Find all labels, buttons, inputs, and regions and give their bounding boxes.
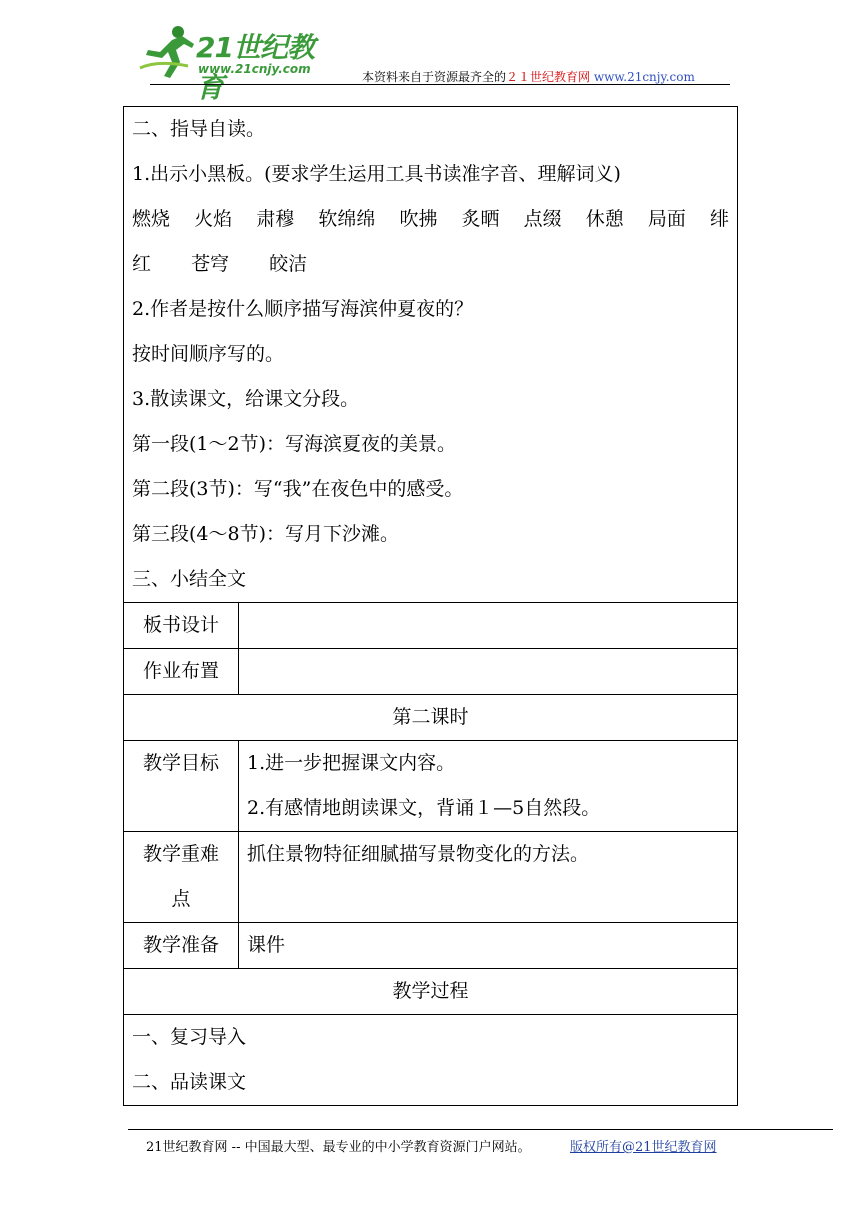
logo-url: www.21cnjy.com	[198, 62, 311, 76]
process-step: 二、品读课文	[132, 1071, 247, 1093]
homework-row	[124, 649, 738, 695]
header-note	[362, 68, 695, 85]
header-note-site: ２１世纪教育网	[506, 70, 591, 84]
homework-label: 作业布置	[124, 649, 239, 695]
homework-value	[239, 649, 738, 695]
lesson-plan-table	[123, 106, 738, 1106]
board-design-value	[239, 603, 738, 649]
board-design-label: 板书设计	[124, 603, 239, 649]
lesson2-title: 第二课时	[124, 695, 738, 741]
guide-answer-2: 按时间顺序写的。	[132, 343, 285, 365]
goals-label: 教学目标	[124, 741, 239, 832]
header-note-url[interactable]: www.21cnjy.com	[593, 70, 695, 84]
page-footer	[146, 1136, 717, 1155]
vocab-word: 炙晒	[461, 208, 500, 230]
vocab-word: 皎洁	[269, 253, 308, 275]
process-row	[124, 1015, 738, 1106]
goal-item: 2.有感情地朗读课文，背诵１—5自然段。	[247, 797, 601, 819]
preparation-row	[124, 923, 738, 969]
difficulty-value: 抓住景物特征细腻描写景物变化的方法。	[239, 832, 738, 923]
vocab-word: 绯	[709, 208, 729, 230]
footer-text: 21世纪教育网 -- 中国最大型、最专业的中小学教育资源门户网站。	[146, 1140, 531, 1155]
guide-cell	[124, 107, 738, 603]
paragraph-2: 第二段(3节)：写“我”在夜色中的感受。	[132, 478, 464, 500]
guide-row	[124, 107, 738, 603]
vocab-word: 吹拂	[399, 208, 438, 230]
lesson2-title-row	[124, 695, 738, 741]
copyright-link[interactable]: 版权所有@21世纪教育网	[570, 1140, 717, 1155]
preparation-label: 教学准备	[124, 923, 239, 969]
process-title-row	[124, 969, 738, 1015]
guide-step-3: 3.散读课文，给课文分段。	[132, 388, 360, 410]
header-note-prefix: 本资料来自于资源最齐全的	[362, 70, 507, 84]
guide-step-2: 2.作者是按什么顺序描写海滨仲夏夜的？	[132, 298, 474, 320]
vocab-word: 软绵绵	[318, 208, 376, 230]
vocab-word: 局面	[647, 208, 686, 230]
vocab-word: 苍穹	[191, 253, 230, 275]
runner-logo-icon	[138, 22, 198, 82]
vocabulary-row-1	[124, 197, 737, 242]
vocab-word: 肃穆	[256, 208, 295, 230]
board-design-row	[124, 603, 738, 649]
vocab-word: 点缀	[523, 208, 562, 230]
difficulty-row	[124, 832, 738, 923]
footer-divider	[128, 1129, 833, 1130]
guide-heading: 二、指导自读。	[132, 118, 266, 140]
logo-title: 21世纪教育	[196, 31, 314, 104]
process-step: 一、复习导入	[132, 1026, 247, 1048]
paragraph-3: 第三段(4～8节)：写月下沙滩。	[132, 523, 400, 545]
summary-heading: 三、小结全文	[132, 568, 247, 590]
site-logo[interactable]	[138, 22, 338, 104]
goal-item: 1.进一步把握课文内容。	[247, 752, 456, 774]
process-cell	[124, 1015, 738, 1106]
vocabulary-row-2	[124, 242, 737, 287]
paragraph-1: 第一段(1～2节)：写海滨夏夜的美景。	[132, 433, 457, 455]
goals-value	[239, 741, 738, 832]
header-divider	[150, 84, 730, 85]
vocab-word: 燃烧	[132, 208, 171, 230]
preparation-value: 课件	[239, 923, 738, 969]
goals-row	[124, 741, 738, 832]
vocab-word: 火焰	[194, 208, 233, 230]
guide-step-1: 1.出示小黑板。(要求学生运用工具书读准字音、理解词义)	[132, 163, 621, 185]
vocab-word: 休憩	[585, 208, 624, 230]
process-title: 教学过程	[124, 969, 738, 1015]
vocab-word: 红	[132, 253, 152, 275]
difficulty-label: 教学重难 点	[124, 832, 239, 923]
page-header	[0, 0, 860, 104]
